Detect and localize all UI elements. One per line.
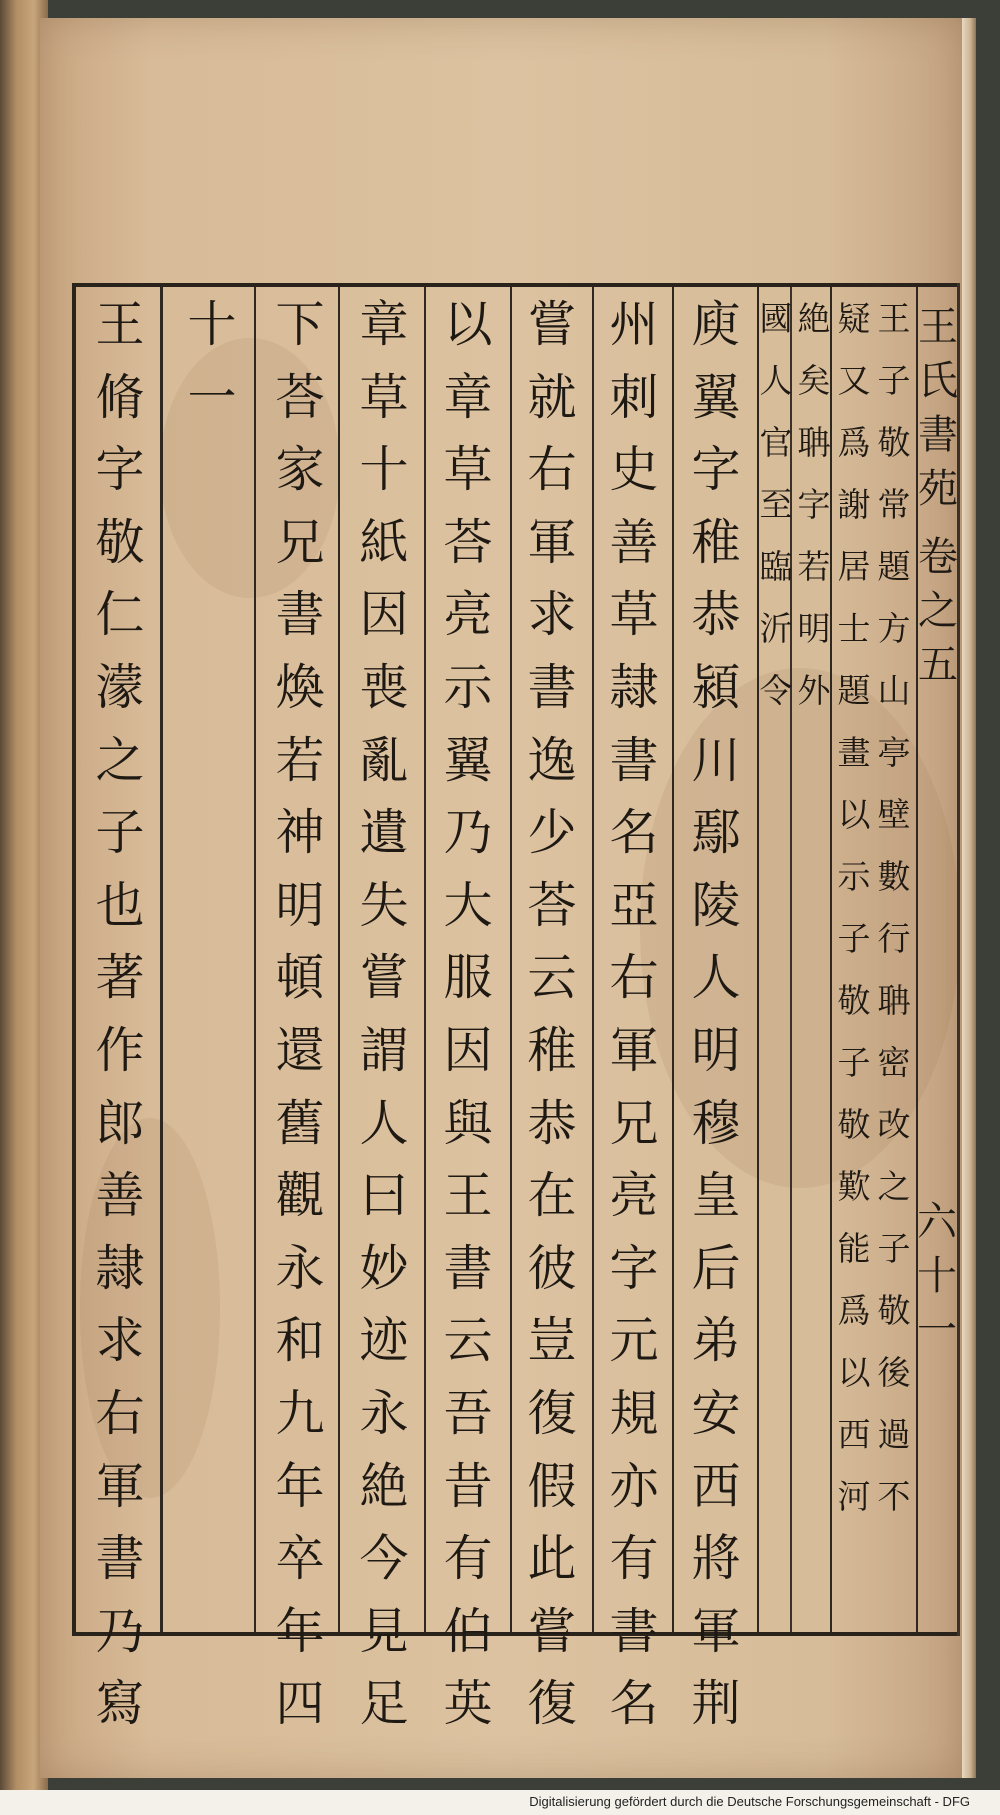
character: 草 (443, 441, 493, 499)
text-column-4 (436, 296, 500, 1752)
character: 字 (609, 1239, 659, 1297)
character: 過 (877, 1415, 911, 1454)
character: 章 (443, 368, 493, 426)
character: 示 (443, 658, 493, 716)
character: 煥 (275, 658, 325, 716)
character: 方 (877, 609, 911, 648)
character: 云 (443, 1312, 493, 1370)
character: 陵 (691, 876, 741, 934)
character: 敬 (877, 423, 911, 462)
character: 草 (359, 368, 409, 426)
character: 翼 (443, 731, 493, 789)
character: 軍 (527, 513, 577, 571)
character: 謝 (837, 485, 871, 524)
character: 庾 (691, 296, 741, 353)
character: 敬 (837, 1105, 871, 1144)
character: 改 (877, 1105, 911, 1144)
character: 右 (609, 949, 659, 1007)
character: 頓 (275, 949, 325, 1007)
character: 今 (359, 1530, 409, 1588)
character: 以 (837, 1353, 871, 1392)
column-rule (592, 287, 594, 1632)
character: 還 (275, 1021, 325, 1079)
character: 逸 (527, 731, 577, 789)
character: 善 (95, 1167, 145, 1225)
character: 子 (95, 804, 145, 862)
character: 鄢 (691, 804, 741, 862)
character: 又 (837, 361, 871, 400)
character: 亭 (877, 733, 911, 772)
character: 昔 (443, 1457, 493, 1515)
column-rule (672, 287, 674, 1632)
character: 曰 (359, 1167, 409, 1225)
character: 書 (609, 1602, 659, 1660)
character: 弟 (691, 1312, 741, 1370)
character: 乃 (443, 804, 493, 862)
character: 草 (609, 586, 659, 644)
character: 規 (609, 1384, 659, 1442)
character: 荅 (443, 513, 493, 571)
character: 與 (443, 1094, 493, 1152)
character: 右 (527, 441, 577, 499)
character: 書 (95, 1530, 145, 1588)
character: 著 (95, 949, 145, 1007)
character: 外 (797, 671, 831, 710)
character: 后 (691, 1239, 741, 1297)
character: 下 (275, 296, 325, 353)
character: 見 (359, 1602, 409, 1660)
character: 亦 (609, 1457, 659, 1515)
character: 嘗 (527, 1602, 577, 1660)
character: 荅 (527, 876, 577, 934)
character: 求 (95, 1312, 145, 1370)
character: 荆 (691, 1675, 741, 1733)
character: 敬 (837, 981, 871, 1020)
digitization-footer (0, 1790, 1000, 1815)
character: 荅 (275, 368, 325, 426)
character: 潁 (691, 658, 741, 716)
character: 之 (877, 1167, 911, 1206)
character: 書 (275, 586, 325, 644)
annotation-column-1 (872, 299, 916, 1542)
character: 嘗 (359, 949, 409, 1007)
character: 仁 (95, 586, 145, 644)
character: 矣 (797, 361, 831, 400)
character: 因 (443, 1021, 493, 1079)
character: 乃 (95, 1602, 145, 1660)
character: 軍 (691, 1602, 741, 1660)
character: 題 (837, 671, 871, 710)
character: 卒 (275, 1530, 325, 1588)
character: 和 (275, 1312, 325, 1370)
character: 臨 (759, 547, 793, 586)
character: 子 (877, 361, 911, 400)
character: 皇 (691, 1167, 741, 1225)
character: 亮 (443, 586, 493, 644)
text-column-5 (352, 296, 416, 1752)
annotation-column-2 (832, 299, 876, 1542)
character: 聃 (877, 981, 911, 1020)
character: 敬 (95, 513, 145, 571)
character: 有 (609, 1530, 659, 1588)
character: 川 (691, 731, 741, 789)
book-title-fragment: 王 氏 書 苑 (918, 304, 958, 512)
character: 沂 (759, 609, 793, 648)
character: 若 (275, 731, 325, 789)
character: 復 (527, 1384, 577, 1442)
character: 字 (95, 441, 145, 499)
annotation-column-4 (756, 299, 796, 736)
character: 士 (837, 609, 871, 648)
character: 西 (691, 1457, 741, 1515)
character: 十 (187, 296, 237, 353)
text-column-7 (180, 296, 244, 445)
character: 喪 (359, 658, 409, 716)
character: 家 (275, 441, 325, 499)
character: 官 (759, 423, 793, 462)
character: 少 (527, 804, 577, 862)
character: 史 (609, 441, 659, 499)
character: 壁 (877, 795, 911, 834)
character: 兄 (275, 513, 325, 571)
character: 失 (359, 876, 409, 934)
character: 穆 (691, 1094, 741, 1152)
character: 歎 (837, 1167, 871, 1206)
character: 明 (691, 1021, 741, 1079)
character: 明 (275, 876, 325, 934)
text-column-2 (602, 296, 666, 1752)
character: 爲 (837, 1291, 871, 1330)
character: 數 (877, 857, 911, 896)
character: 名 (609, 1675, 659, 1733)
character: 遺 (359, 804, 409, 862)
character: 稚 (527, 1021, 577, 1079)
character: 因 (359, 586, 409, 644)
character: 王 (877, 299, 911, 338)
character: 書 (609, 731, 659, 789)
character: 英 (443, 1675, 493, 1733)
character: 謂 (359, 1021, 409, 1079)
character: 州 (609, 296, 659, 353)
character: 稚 (691, 513, 741, 571)
character: 善 (609, 513, 659, 571)
character: 作 (95, 1021, 145, 1079)
character: 人 (359, 1094, 409, 1152)
character: 至 (759, 485, 793, 524)
character: 十 (359, 441, 409, 499)
character: 亮 (609, 1167, 659, 1225)
character: 舊 (275, 1094, 325, 1152)
character: 子 (877, 1229, 911, 1268)
character: 隷 (609, 658, 659, 716)
column-rule (510, 287, 512, 1632)
character: 軍 (95, 1457, 145, 1515)
character: 密 (877, 1043, 911, 1082)
character: 將 (691, 1530, 741, 1588)
character: 兄 (609, 1094, 659, 1152)
character: 服 (443, 949, 493, 1007)
column-rule (338, 287, 340, 1632)
character: 元 (609, 1312, 659, 1370)
character: 大 (443, 876, 493, 934)
character: 脩 (95, 368, 145, 426)
character: 聃 (797, 423, 831, 462)
character: 以 (837, 795, 871, 834)
character: 嘗 (527, 296, 577, 353)
character: 王 (443, 1167, 493, 1225)
character: 也 (95, 876, 145, 934)
character: 字 (691, 441, 741, 499)
character: 亞 (609, 876, 659, 934)
character: 行 (877, 919, 911, 958)
character: 在 (527, 1167, 577, 1225)
character: 年 (275, 1457, 325, 1515)
character: 子 (837, 919, 871, 958)
character: 字 (797, 485, 831, 524)
character: 永 (359, 1384, 409, 1442)
character: 絶 (359, 1457, 409, 1515)
character: 疑 (837, 299, 871, 338)
character: 迹 (359, 1312, 409, 1370)
page-edge (962, 18, 976, 1778)
column-rule (160, 287, 163, 1632)
character: 郎 (95, 1094, 145, 1152)
character: 就 (527, 368, 577, 426)
juan-label: 卷 之 五 (918, 534, 958, 688)
text-column-6 (268, 296, 332, 1752)
character: 西 (837, 1415, 871, 1454)
character: 此 (527, 1530, 577, 1588)
character: 永 (275, 1239, 325, 1297)
character: 人 (691, 949, 741, 1007)
character: 復 (527, 1675, 577, 1733)
column-rule (424, 287, 426, 1632)
character: 恭 (527, 1094, 577, 1152)
character: 人 (759, 361, 793, 400)
character: 伯 (443, 1602, 493, 1660)
character: 寫 (95, 1675, 145, 1733)
folio-number: 六 十 一 (917, 1199, 957, 1353)
character: 右 (95, 1384, 145, 1442)
character: 後 (877, 1353, 911, 1392)
character: 王 (95, 296, 145, 353)
character: 濛 (95, 658, 145, 716)
character: 恭 (691, 586, 741, 644)
character: 之 (95, 731, 145, 789)
character: 云 (527, 949, 577, 1007)
character: 年 (275, 1602, 325, 1660)
text-column-1 (684, 296, 748, 1752)
character: 隷 (95, 1239, 145, 1297)
character: 安 (691, 1384, 741, 1442)
character: 名 (609, 804, 659, 862)
character: 敬 (877, 1291, 911, 1330)
footer-credit: Digitalisierung gefördert durch die Deutsche Forschungsgemeinschaft - DFG (529, 1794, 970, 1809)
character: 書 (527, 658, 577, 716)
character: 常 (877, 485, 911, 524)
character: 以 (443, 296, 493, 353)
character: 紙 (359, 513, 409, 571)
character: 彼 (527, 1239, 577, 1297)
character: 題 (877, 547, 911, 586)
character: 明 (797, 609, 831, 648)
character: 九 (275, 1384, 325, 1442)
character: 國 (759, 299, 793, 338)
character: 山 (877, 671, 911, 710)
character: 妙 (359, 1239, 409, 1297)
character: 豈 (527, 1312, 577, 1370)
character: 書 (443, 1239, 493, 1297)
character: 四 (275, 1675, 325, 1733)
character: 能 (837, 1229, 871, 1268)
character: 畫 (837, 733, 871, 772)
character: 章 (359, 296, 409, 353)
character: 亂 (359, 731, 409, 789)
annotation-column-3 (794, 299, 834, 736)
book-title-margin (918, 300, 958, 516)
character: 若 (797, 547, 831, 586)
character: 爲 (837, 423, 871, 462)
character: 河 (837, 1477, 871, 1516)
character: 有 (443, 1530, 493, 1588)
character: 神 (275, 804, 325, 862)
text-column-8 (88, 296, 152, 1752)
character: 足 (359, 1675, 409, 1733)
character: 絶 (797, 299, 831, 338)
character: 示 (837, 857, 871, 896)
character: 軍 (609, 1021, 659, 1079)
character: 居 (837, 547, 871, 586)
character: 求 (527, 586, 577, 644)
character: 刺 (609, 368, 659, 426)
character: 不 (877, 1477, 911, 1516)
character: 吾 (443, 1384, 493, 1442)
character: 子 (837, 1043, 871, 1082)
text-column-3 (520, 296, 584, 1752)
character: 假 (527, 1457, 577, 1515)
character: 令 (759, 671, 793, 710)
character: 翼 (691, 368, 741, 426)
column-rule (254, 287, 256, 1632)
character: 觀 (275, 1167, 325, 1225)
character: 一 (187, 368, 237, 426)
